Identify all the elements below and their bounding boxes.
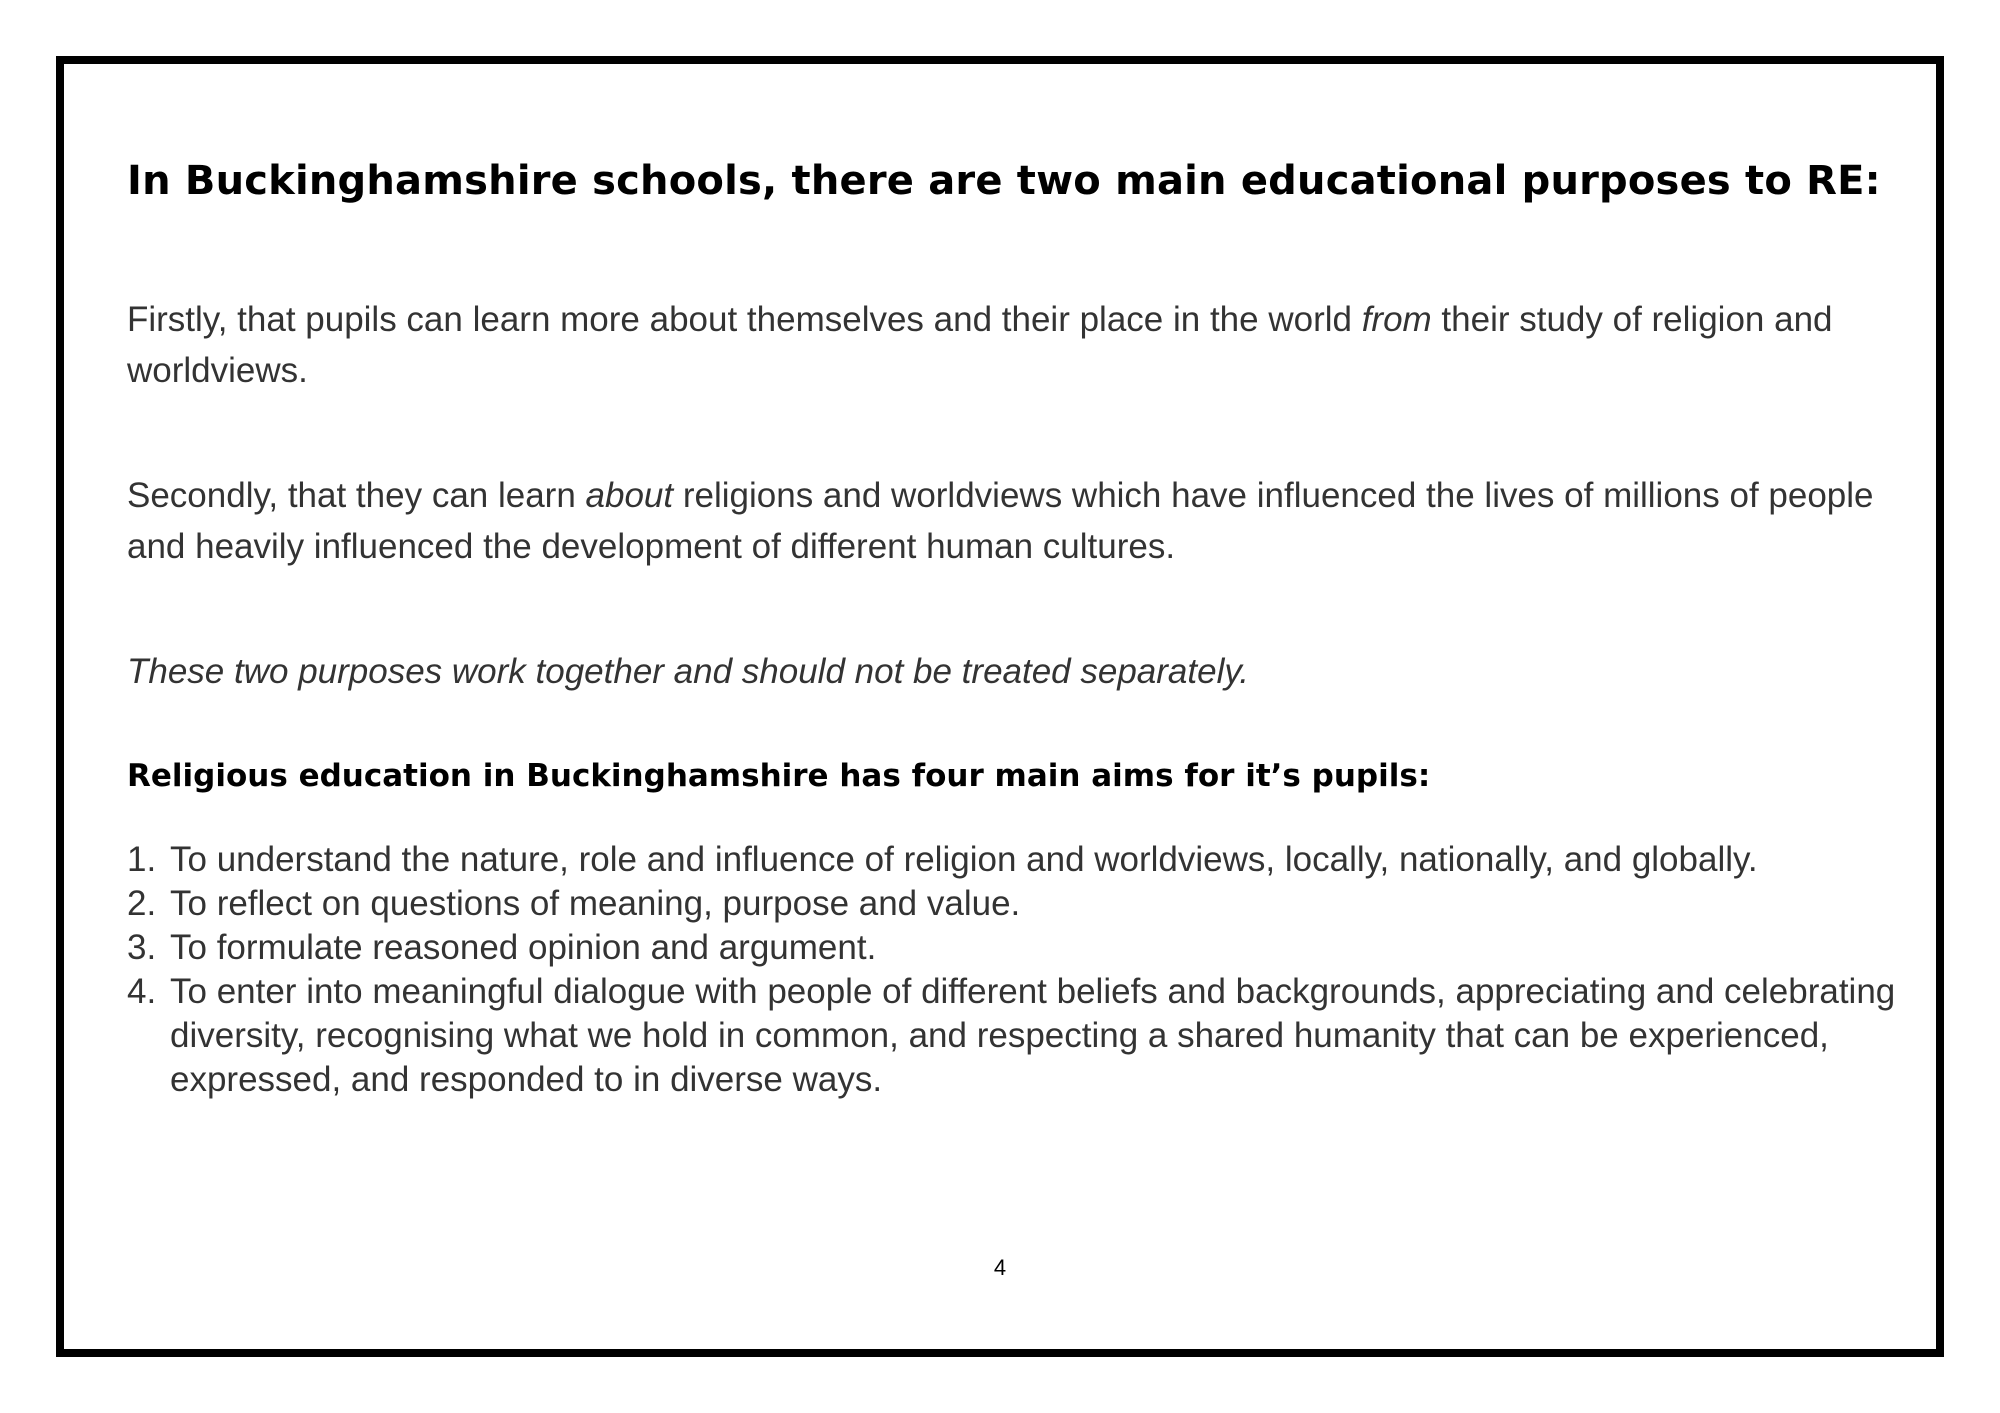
page-number: 4 xyxy=(993,1255,1007,1280)
paragraph-1-text-end: their study of religion and worldviews. xyxy=(127,300,1833,390)
aim-text: To enter into meaningful dialogue with people of different beliefs and backgrounds, appreciating and celebrating diversity, recognising what we hold in common, and respecting a shared humanity that can be experienced, expressed, and responded to in diverse ways. xyxy=(170,972,1896,1099)
page-border xyxy=(56,56,1944,1357)
aim-item-3 xyxy=(127,926,1937,970)
aim-number: 3. xyxy=(127,928,157,967)
aims-list xyxy=(127,838,1937,1102)
aim-number: 4. xyxy=(127,972,157,1011)
aims-heading: Religious education in Buckinghamshire has four main aims for it’s pupils: xyxy=(127,758,1431,794)
paragraph-2-text-start: Secondly, that they can learn xyxy=(127,476,586,515)
aim-number: 2. xyxy=(127,884,157,923)
aim-text: To reflect on questions of meaning, purpose and value. xyxy=(170,884,1021,923)
purpose-paragraph-2 xyxy=(127,470,1937,572)
paragraph-2-text-end: religions and worldviews which have influenced the lives of millions of people and heavily influenced the development of different human cultures. xyxy=(127,476,1874,566)
purpose-paragraph-1 xyxy=(127,294,1937,396)
purposes-note: These two purposes work together and should not be treated separately. xyxy=(127,652,1249,691)
aim-item-4 xyxy=(127,970,1937,1102)
paragraph-2-emphasis: about xyxy=(585,476,674,515)
paragraph-1-text-start: Firstly, that pupils can learn more about themselves and their place in the world xyxy=(127,300,1362,339)
aim-number: 1. xyxy=(127,840,157,879)
aim-text: To formulate reasoned opinion and argument. xyxy=(170,928,877,967)
paragraph-1-emphasis: from xyxy=(1361,300,1432,339)
aim-text: To understand the nature, role and influence of religion and worldviews, locally, nationally, and globally. xyxy=(170,840,1758,879)
page-heading: In Buckinghamshire schools, there are two main educational purposes to RE: xyxy=(127,158,1881,204)
aim-item-2 xyxy=(127,882,1937,926)
aim-item-1 xyxy=(127,838,1937,882)
